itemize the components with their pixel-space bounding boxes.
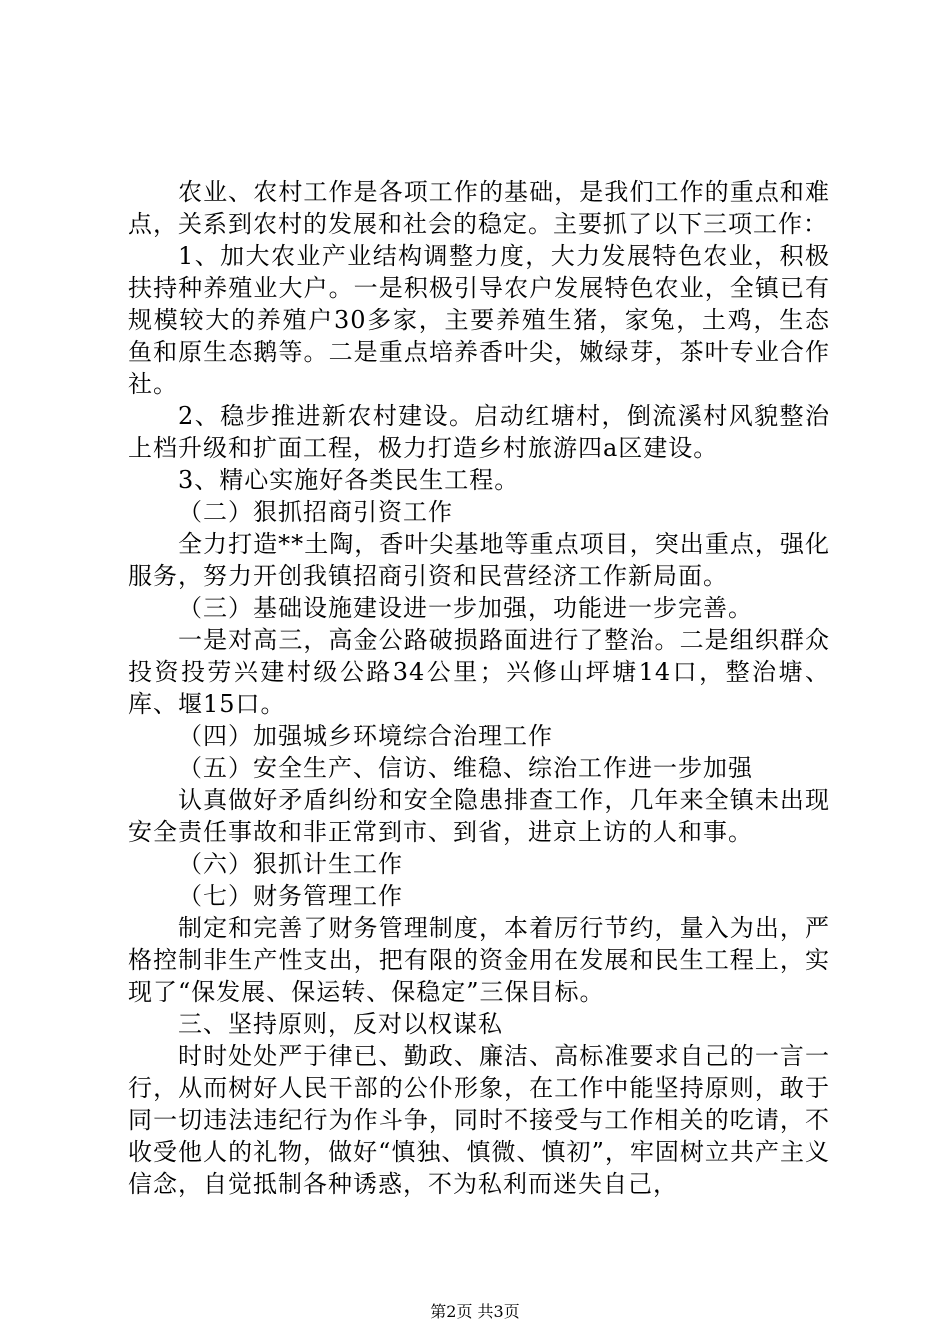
paragraph-investment: 全力打造**土陶，香叶尖基地等重点项目，突出重点，强化服务，努力开创我镇招商引资和民营经济工作新局面。 bbox=[128, 530, 830, 590]
page-number: 第2页 共3页 bbox=[430, 1302, 520, 1321]
section-heading-6: （六）狠抓计生工作 bbox=[178, 850, 403, 878]
section-heading-7: （七）财务管理工作 bbox=[178, 882, 403, 910]
section-heading-5: （五）安全生产、信访、维稳、综治工作进一步加强 bbox=[178, 754, 753, 782]
paragraph-agriculture-intro: 农业、农村工作是各项工作的基础，是我们工作的重点和难点，关系到农村的发展和社会的稳定。主要抓了以下三项工作： bbox=[128, 178, 830, 238]
section-heading-2: （二）狠抓招商引资工作 bbox=[178, 498, 453, 526]
section-heading-three: 三、坚持原则，反对以权谋私 bbox=[178, 1010, 503, 1038]
document-body bbox=[128, 176, 830, 1200]
section-heading-4: （四）加强城乡环境综合治理工作 bbox=[178, 722, 553, 750]
paragraph-item-2: 2、稳步推进新农村建设。启动红塘村，倒流溪村风貌整治上档升级和扩面工程，极力打造乡村旅游四a区建设。 bbox=[128, 402, 830, 462]
paragraph-item-3: 3、精心实施好各类民生工程。 bbox=[178, 466, 520, 494]
paragraph-safety: 认真做好矛盾纠纷和安全隐患排查工作，几年来全镇未出现安全责任事故和非正常到市、到省，进京上访的人和事。 bbox=[128, 786, 830, 846]
paragraph-infrastructure: 一是对高三，高金公路破损路面进行了整治。二是组织群众投资投劳兴建村级公路34公里；兴修山坪塘14口，整治塘、库、堰15口。 bbox=[128, 626, 830, 718]
paragraph-finance: 制定和完善了财务管理制度，本着厉行节约，量入为出，严格控制非生产性支出，把有限的资金用在发展和民生工程上，实现了“保发展、保运转、保稳定”三保目标。 bbox=[128, 914, 830, 1006]
paragraph-item-1: 1、加大农业产业结构调整力度，大力发展特色农业，积极扶持种养殖业大户。一是积极引导农户发展特色农业，全镇已有规模较大的养殖户30多家，主要养殖生猪，家兔，土鸡，生态鱼和原生态鹅等。二是重点培养香叶尖，嫩绿芽，茶叶专业合作社。 bbox=[128, 242, 830, 398]
paragraph-integrity: 时时处处严于律已、勤政、廉洁、高标准要求自己的一言一行，从而树好人民干部的公仆形象，在工作中能坚持原则，敢于同一切违法违纪行为作斗争，同时不接受与工作相关的吃请，不收受他人的礼物，做好“慎独、慎微、慎初”，牢固树立共产主义信念，自觉抵制各种诱惑，不为私利而迷失自己， bbox=[128, 1042, 830, 1198]
section-heading-3: （三）基础设施建设进一步加强，功能进一步完善。 bbox=[178, 594, 753, 622]
